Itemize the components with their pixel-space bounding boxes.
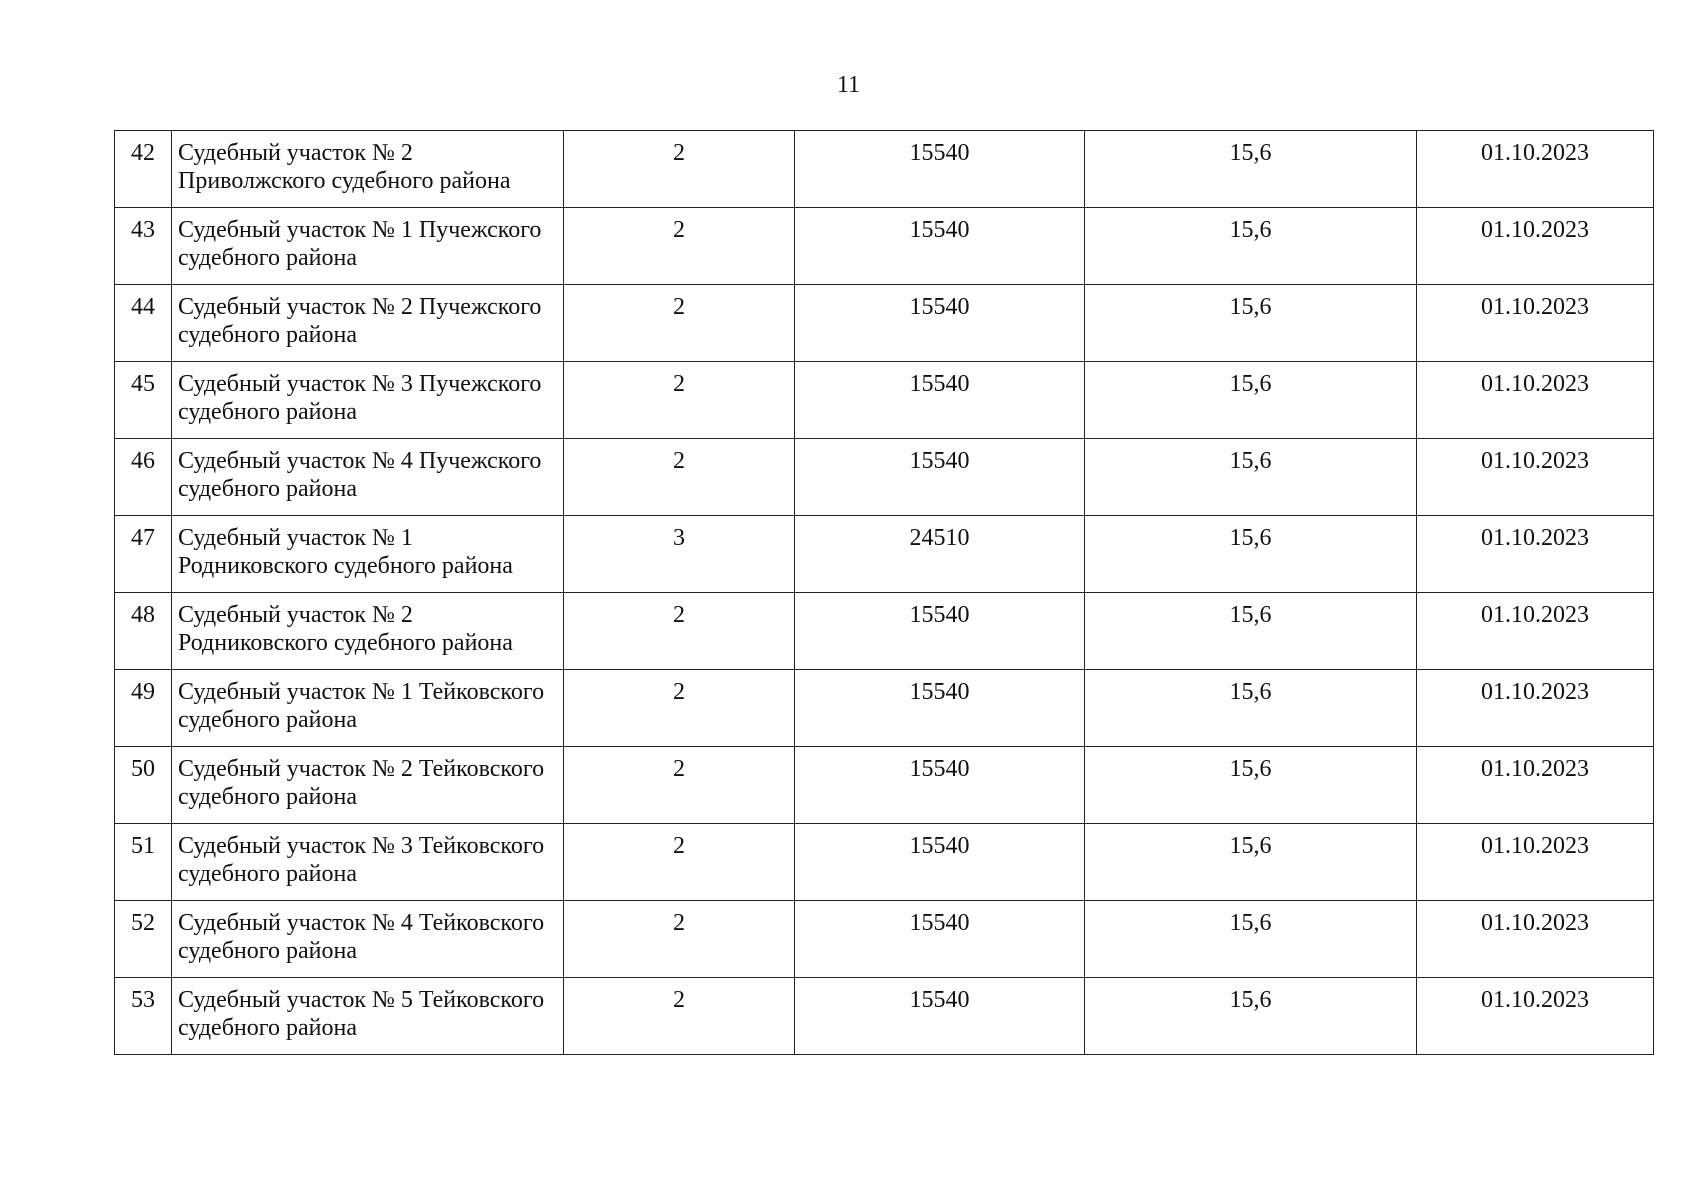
value-1-cell: 2 [564, 670, 795, 747]
value-1-cell: 2 [564, 978, 795, 1055]
value-2-cell: 15540 [795, 285, 1085, 362]
value-2-cell: 15540 [795, 131, 1085, 208]
value-2-cell: 15540 [795, 593, 1085, 670]
date-cell: 01.10.2023 [1417, 516, 1654, 593]
table-row [115, 747, 1654, 824]
value-1-cell: 2 [564, 901, 795, 978]
date-cell: 01.10.2023 [1417, 593, 1654, 670]
value-3-cell: 15,6 [1085, 285, 1417, 362]
value-2-cell: 15540 [795, 670, 1085, 747]
date-cell: 01.10.2023 [1417, 901, 1654, 978]
date-cell: 01.10.2023 [1417, 747, 1654, 824]
table-row [115, 824, 1654, 901]
date-cell: 01.10.2023 [1417, 439, 1654, 516]
value-1-cell: 2 [564, 285, 795, 362]
table-row [115, 516, 1654, 593]
date-cell: 01.10.2023 [1417, 285, 1654, 362]
row-number-cell: 49 [115, 670, 172, 747]
value-1-cell: 2 [564, 131, 795, 208]
value-2-cell: 15540 [795, 901, 1085, 978]
court-districts-table [114, 130, 1654, 1055]
table-row [115, 362, 1654, 439]
row-number-cell: 45 [115, 362, 172, 439]
table-row [115, 593, 1654, 670]
value-3-cell: 15,6 [1085, 131, 1417, 208]
value-1-cell: 2 [564, 362, 795, 439]
court-name-cell: Судебный участок № 5 Тейковского судебного района [172, 978, 564, 1055]
value-3-cell: 15,6 [1085, 439, 1417, 516]
value-2-cell: 15540 [795, 978, 1085, 1055]
value-1-cell: 2 [564, 747, 795, 824]
value-2-cell: 15540 [795, 362, 1085, 439]
row-number-cell: 48 [115, 593, 172, 670]
date-cell: 01.10.2023 [1417, 824, 1654, 901]
row-number-cell: 44 [115, 285, 172, 362]
date-cell: 01.10.2023 [1417, 208, 1654, 285]
row-number-cell: 46 [115, 439, 172, 516]
court-name-cell: Судебный участок № 1 Пучежского судебного района [172, 208, 564, 285]
court-name-cell: Судебный участок № 1 Тейковского судебного района [172, 670, 564, 747]
court-name-cell: Судебный участок № 1 Родниковского судебного района [172, 516, 564, 593]
value-3-cell: 15,6 [1085, 593, 1417, 670]
row-number-cell: 42 [115, 131, 172, 208]
value-2-cell: 15540 [795, 824, 1085, 901]
row-number-cell: 52 [115, 901, 172, 978]
court-name-cell: Судебный участок № 3 Пучежского судебного района [172, 362, 564, 439]
date-cell: 01.10.2023 [1417, 131, 1654, 208]
value-3-cell: 15,6 [1085, 901, 1417, 978]
value-2-cell: 24510 [795, 516, 1085, 593]
value-2-cell: 15540 [795, 439, 1085, 516]
row-number-cell: 43 [115, 208, 172, 285]
court-name-cell: Судебный участок № 2 Пучежского судебного района [172, 285, 564, 362]
court-name-cell: Судебный участок № 2 Приволжского судебного района [172, 131, 564, 208]
value-1-cell: 2 [564, 593, 795, 670]
date-cell: 01.10.2023 [1417, 978, 1654, 1055]
row-number-cell: 53 [115, 978, 172, 1055]
value-3-cell: 15,6 [1085, 362, 1417, 439]
court-name-cell: Судебный участок № 4 Тейковского судебного района [172, 901, 564, 978]
court-name-cell: Судебный участок № 2 Тейковского судебного района [172, 747, 564, 824]
row-number-cell: 50 [115, 747, 172, 824]
value-3-cell: 15,6 [1085, 824, 1417, 901]
value-3-cell: 15,6 [1085, 516, 1417, 593]
value-3-cell: 15,6 [1085, 208, 1417, 285]
row-number-cell: 51 [115, 824, 172, 901]
date-cell: 01.10.2023 [1417, 362, 1654, 439]
value-3-cell: 15,6 [1085, 978, 1417, 1055]
value-3-cell: 15,6 [1085, 670, 1417, 747]
table-row [115, 208, 1654, 285]
court-name-cell: Судебный участок № 3 Тейковского судебного района [172, 824, 564, 901]
table-body [115, 131, 1654, 1055]
table-row [115, 670, 1654, 747]
value-1-cell: 2 [564, 439, 795, 516]
value-2-cell: 15540 [795, 208, 1085, 285]
table-row [115, 901, 1654, 978]
table-row [115, 285, 1654, 362]
table-row [115, 978, 1654, 1055]
court-name-cell: Судебный участок № 2 Родниковского судебного района [172, 593, 564, 670]
table-row [115, 131, 1654, 208]
date-cell: 01.10.2023 [1417, 670, 1654, 747]
court-name-cell: Судебный участок № 4 Пучежского судебного района [172, 439, 564, 516]
value-2-cell: 15540 [795, 747, 1085, 824]
value-3-cell: 15,6 [1085, 747, 1417, 824]
row-number-cell: 47 [115, 516, 172, 593]
table-row [115, 439, 1654, 516]
value-1-cell: 2 [564, 824, 795, 901]
page-number: 11 [836, 72, 861, 98]
value-1-cell: 3 [564, 516, 795, 593]
value-1-cell: 2 [564, 208, 795, 285]
